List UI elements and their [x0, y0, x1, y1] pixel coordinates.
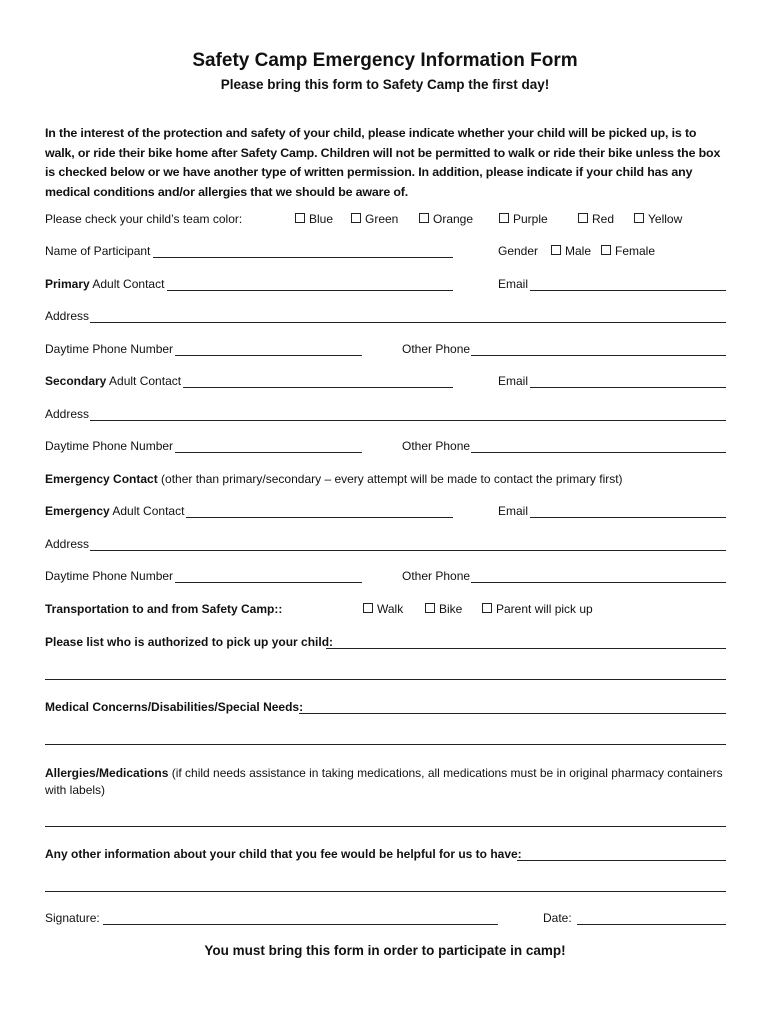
other-info-row — [45, 847, 726, 865]
emergency-contact-label: Emergency Adult Contact — [45, 504, 185, 518]
checkbox[interactable] — [482, 603, 492, 613]
checkbox[interactable] — [551, 245, 561, 255]
primary-address-label: Address — [45, 309, 90, 323]
primary-phone-field[interactable] — [175, 355, 362, 356]
transport-walk-option[interactable]: Walk — [363, 602, 403, 616]
date-label: Date: — [543, 911, 572, 925]
primary-email-label: Email — [498, 277, 529, 291]
checkbox[interactable] — [601, 245, 611, 255]
secondary-address-label: Address — [45, 407, 90, 421]
medical-field[interactable] — [299, 713, 726, 714]
emergency-email-label: Email — [498, 504, 529, 518]
primary-email-field[interactable] — [530, 290, 726, 291]
checkbox[interactable] — [295, 213, 305, 223]
allergies-label: Allergies/Medications (if child needs assistance in taking medications, all medications must be in original pharmacy containers with labels) — [45, 766, 723, 797]
signature-label: Signature: — [45, 911, 100, 925]
primary-contact-label: Primary Adult Contact — [45, 277, 165, 291]
date-field[interactable] — [577, 924, 726, 925]
team-orange-option[interactable]: Orange — [419, 212, 473, 226]
transportation-label: Transportation to and from Safety Camp:: — [45, 602, 283, 616]
secondary-address-row — [45, 407, 726, 425]
primary-contact-row — [45, 277, 726, 295]
secondary-other-phone-label: Other Phone — [402, 439, 471, 453]
participant-name-field[interactable] — [153, 257, 453, 258]
allergies-field[interactable] — [45, 826, 726, 827]
intro-paragraph: In the interest of the protection and safety of your child, please indicate whether your child will be picked up, is to walk, or ride their bike home after Safety Camp. Children will not be permitted to walk or ride their bike unless the box is checked below or we have another type of written permission. In addition, please indicate if your child has any medical conditions and/or allergies that we should be aware of. — [45, 126, 721, 199]
gender-male-option[interactable]: Male — [551, 244, 591, 258]
pickup-label: Please list who is authorized to pick up your child: — [45, 635, 334, 649]
other-info-field[interactable] — [517, 860, 726, 861]
medical-field-line2[interactable] — [45, 744, 726, 745]
emergency-note-row — [45, 472, 726, 490]
secondary-contact-label: Secondary Adult Contact — [45, 374, 182, 388]
secondary-email-field[interactable] — [530, 387, 726, 388]
emergency-address-label: Address — [45, 537, 90, 551]
signature-field[interactable] — [103, 924, 498, 925]
form-title: Safety Camp Emergency Information Form — [192, 50, 578, 71]
checkbox[interactable] — [499, 213, 509, 223]
emergency-address-field[interactable] — [90, 550, 726, 551]
emergency-email-field[interactable] — [530, 517, 726, 518]
checkbox[interactable] — [578, 213, 588, 223]
secondary-phone-label: Daytime Phone Number — [45, 439, 174, 453]
pickup-field-line2[interactable] — [45, 679, 726, 680]
emergency-other-phone-label: Other Phone — [402, 569, 471, 583]
emergency-address-row — [45, 537, 726, 555]
primary-other-phone-field[interactable] — [471, 355, 726, 356]
emergency-phone-row — [45, 569, 726, 587]
emergency-contact-field[interactable] — [186, 517, 453, 518]
team-green-option[interactable]: Green — [351, 212, 398, 226]
primary-contact-field[interactable] — [167, 290, 453, 291]
gender-label: Gender — [498, 244, 539, 258]
team-yellow-option[interactable]: Yellow — [634, 212, 682, 226]
secondary-phone-row — [45, 439, 726, 457]
primary-address-row — [45, 309, 726, 327]
other-info-label: Any other information about your child that you fee would be helpful for us to have: — [45, 847, 522, 861]
team-color-label: Please check your child’s team color: — [45, 212, 243, 226]
primary-phone-label: Daytime Phone Number — [45, 342, 174, 356]
medical-label: Medical Concerns/Disabilities/Special Needs: — [45, 700, 304, 714]
participant-name-label: Name of Participant — [45, 244, 151, 258]
primary-address-field[interactable] — [90, 322, 726, 323]
secondary-email-label: Email — [498, 374, 529, 388]
checkbox[interactable] — [634, 213, 644, 223]
team-red-option[interactable]: Red — [578, 212, 614, 226]
checkbox[interactable] — [419, 213, 429, 223]
emergency-note: Emergency Contact (other than primary/secondary – every attempt will be made to contact the primary first) — [45, 472, 623, 486]
emergency-phone-field[interactable] — [175, 582, 362, 583]
emergency-other-phone-field[interactable] — [471, 582, 726, 583]
transportation-row — [45, 602, 726, 620]
checkbox[interactable] — [425, 603, 435, 613]
primary-phone-row — [45, 342, 726, 360]
footer-note: You must bring this form in order to participate in camp! — [204, 943, 566, 958]
secondary-address-field[interactable] — [90, 420, 726, 421]
other-info-field-line2[interactable] — [45, 891, 726, 892]
transport-bike-option[interactable]: Bike — [425, 602, 462, 616]
secondary-contact-row — [45, 374, 726, 392]
pickup-field[interactable] — [326, 648, 726, 649]
gender-female-option[interactable]: Female — [601, 244, 655, 258]
form-subtitle: Please bring this form to Safety Camp the first day! — [220, 77, 550, 92]
emergency-contact-row — [45, 504, 726, 522]
team-purple-option[interactable]: Purple — [499, 212, 548, 226]
pickup-row — [45, 635, 726, 653]
medical-row — [45, 700, 726, 718]
secondary-phone-field[interactable] — [175, 452, 362, 453]
primary-other-phone-label: Other Phone — [402, 342, 471, 356]
emergency-phone-label: Daytime Phone Number — [45, 569, 174, 583]
checkbox[interactable] — [351, 213, 361, 223]
checkbox[interactable] — [363, 603, 373, 613]
signature-row — [45, 911, 726, 929]
team-color-row — [45, 212, 726, 230]
secondary-other-phone-field[interactable] — [471, 452, 726, 453]
team-blue-option[interactable]: Blue — [295, 212, 333, 226]
participant-row — [45, 244, 726, 262]
secondary-contact-field[interactable] — [183, 387, 453, 388]
transport-parent-option[interactable]: Parent will pick up — [482, 602, 593, 616]
